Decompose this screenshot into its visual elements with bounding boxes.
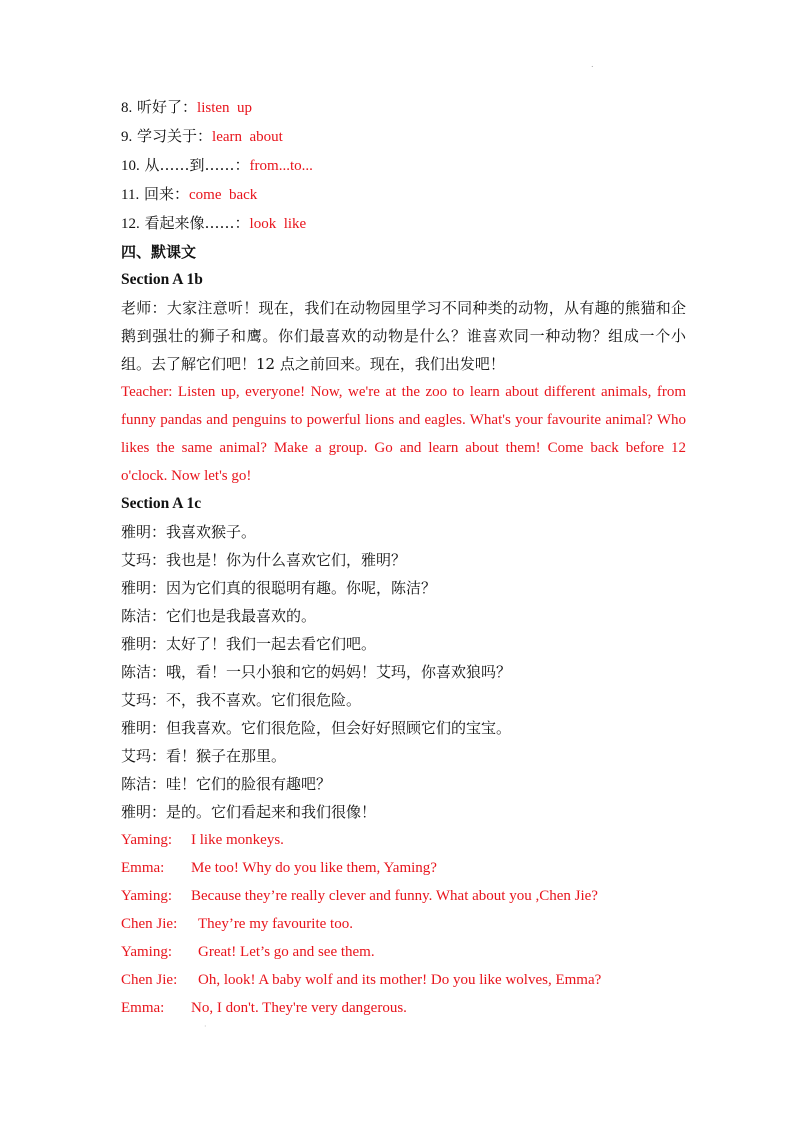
dialogue-line bbox=[121, 966, 691, 994]
dialogue-text: Oh, look! A baby wolf and its mother! Do you like wolves, Emma? bbox=[198, 972, 602, 988]
dialogue-line: 艾玛：不，我不喜欢。它们很危险。 bbox=[121, 691, 362, 709]
speaker-name: Emma: bbox=[121, 1000, 165, 1016]
phrase-item bbox=[121, 93, 691, 122]
dialogue-line bbox=[121, 938, 691, 966]
dialogue-line: 雅明：但我喜欢。它们很危险，但会好好照顾它们的宝宝。 bbox=[121, 719, 512, 737]
speaker-name: Yaming: bbox=[121, 888, 172, 904]
phrase-item bbox=[121, 180, 691, 209]
dialogue-text: Me too! Why do you like them, Yaming? bbox=[191, 860, 437, 876]
dialogue-line bbox=[121, 882, 691, 910]
dialogue-line bbox=[121, 826, 691, 854]
speaker-name: Yaming: bbox=[121, 832, 172, 848]
dialogue-chinese bbox=[121, 518, 691, 826]
dialogue-text: I like monkeys. bbox=[191, 832, 284, 848]
dialogue-line: 雅明：我喜欢猴子。 bbox=[121, 523, 257, 541]
dialogue-line bbox=[121, 854, 691, 882]
phrase-chinese: 听好了： bbox=[137, 98, 198, 116]
phrase-number: 8. bbox=[121, 100, 133, 116]
phrase-item bbox=[121, 209, 691, 238]
speaker-name: Chen Jie: bbox=[121, 972, 178, 988]
dialogue-line bbox=[121, 910, 691, 938]
phrase-english: come back bbox=[189, 187, 258, 203]
phrase-chinese: 从……到……： bbox=[144, 156, 250, 174]
dialogue-text: No, I don't. They're very dangerous. bbox=[191, 1000, 407, 1016]
section-1b-english-text: Teacher: Listen up, everyone! Now, we're at the zoo to learn about different animals, from funny pandas and penguins to powerful lions and eagles. What's your favourite animal? Who likes the same animal? Make a group. Go and learn about them! Come back before 12 o'clock. Now let's go! bbox=[121, 384, 686, 484]
phrase-chinese: 学习关于： bbox=[137, 127, 213, 145]
phrase-number: 12. bbox=[121, 216, 140, 232]
dialogue-line: 陈洁：哇！它们的脸很有趣吧？ bbox=[121, 775, 332, 793]
dialogue-text: They’re my favourite too. bbox=[198, 916, 353, 932]
dialogue-line: 陈洁：它们也是我最喜欢的。 bbox=[121, 607, 317, 625]
dialogue-line: 艾玛：我也是！你为什么喜欢它们，雅明？ bbox=[121, 551, 407, 569]
document-page bbox=[121, 93, 691, 1022]
dialogue-text: Because they’re really clever and funny. What about you ,Chen Jie? bbox=[191, 888, 598, 904]
page-footer-mark: · bbox=[204, 1022, 207, 1031]
phrase-chinese: 回来： bbox=[143, 185, 189, 203]
phrase-number: 10. bbox=[121, 158, 140, 174]
section-1b-chinese-text: 老师：大家注意听！现在，我们在动物园里学习不同种类的动物，从有趣的熊猫和企鹅到强壮的狮子和鹰。你们最喜欢的动物是什么？谁喜欢同一种动物？组成一个小组。去了解它们吧！12 点之前回来。现在，我们出发吧！ bbox=[121, 299, 686, 373]
dialogue-line: 雅明：太好了！我们一起去看它们吧。 bbox=[121, 635, 377, 653]
dialogue-line: 雅明：因为它们真的很聪明有趣。你呢，陈洁？ bbox=[121, 579, 437, 597]
speaker-name: Chen Jie: bbox=[121, 916, 178, 932]
dialogue-line bbox=[121, 994, 691, 1022]
page-corner-mark: . bbox=[591, 60, 594, 69]
phrase-item bbox=[121, 151, 691, 180]
section-1b-title: Section A 1b bbox=[121, 271, 203, 288]
phrase-english: look like bbox=[249, 216, 307, 232]
phrase-english: listen up bbox=[197, 100, 253, 116]
phrase-number: 11. bbox=[121, 187, 140, 203]
phrase-english: from...to... bbox=[249, 158, 313, 174]
section-heading: 四、默课文 bbox=[121, 243, 197, 261]
dialogue-line: 艾玛：看！猴子在那里。 bbox=[121, 747, 287, 765]
phrase-list bbox=[121, 93, 691, 238]
phrase-english: learn about bbox=[212, 129, 283, 145]
dialogue-line: 陈洁：哦，看！一只小狼和它的妈妈！艾玛，你喜欢狼吗？ bbox=[121, 663, 512, 681]
phrase-number: 9. bbox=[121, 129, 133, 145]
speaker-name: Emma: bbox=[121, 860, 165, 876]
section-1c-title: Section A 1c bbox=[121, 495, 202, 512]
dialogue-line: 雅明：是的。它们看起来和我们很像！ bbox=[121, 803, 377, 821]
phrase-item bbox=[121, 122, 691, 151]
dialogue-english bbox=[121, 826, 691, 1022]
phrase-chinese: 看起来像……： bbox=[144, 214, 250, 232]
dialogue-text: Great! Let’s go and see them. bbox=[198, 944, 375, 960]
speaker-name: Yaming: bbox=[121, 944, 172, 960]
